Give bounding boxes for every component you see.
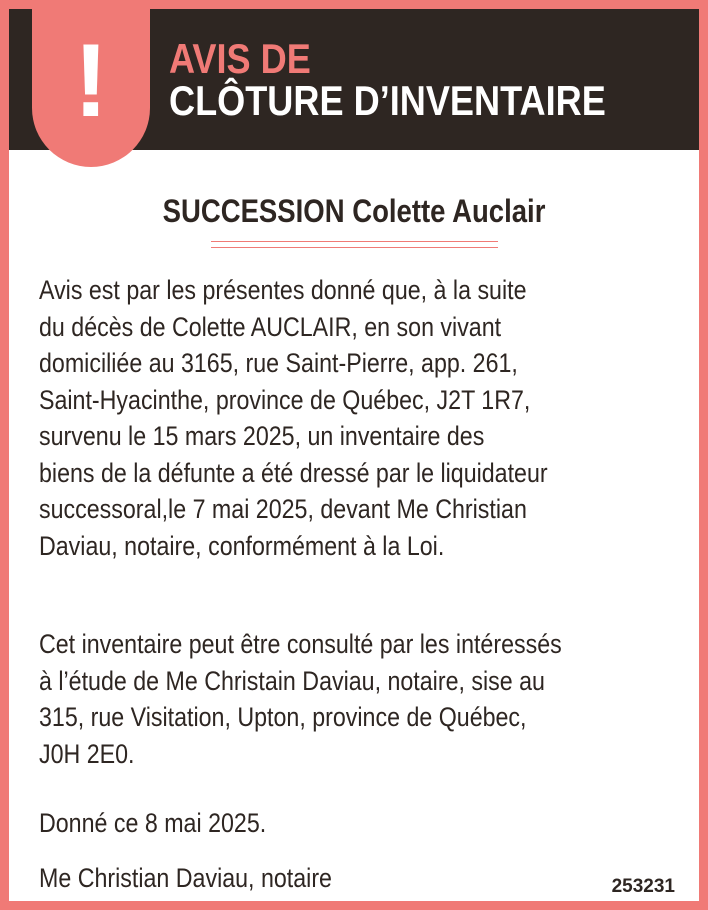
paragraph-line: 315, rue Visitation, Upton, province de Québec, [39, 702, 527, 732]
paragraph-line: à l’étude de Me Christain Daviau, notaire, sise au [39, 665, 545, 696]
notice-paragraph [39, 272, 548, 564]
notice-title-line1: AVIS DE [169, 35, 311, 82]
paragraph-line: Donné ce 8 mai 2025. [39, 808, 267, 838]
paragraph-line: biens de la défunte a été dressé par le liquidateur [39, 457, 548, 488]
paragraph-line: Avis est par les présentes donné que, à la suite [39, 275, 527, 305]
exclamation-icon: ! [73, 23, 109, 139]
paragraph-line: Saint-Hyacinthe, province de Québec, J2T 1R7, [39, 384, 531, 415]
paragraph-line: survenu le 15 mars 2025, un inventaire des [39, 421, 485, 451]
paragraph-line: domiciliée au 3165, rue Saint-Pierre, app. 261, [39, 348, 518, 378]
consultation-paragraph [39, 626, 562, 772]
title-divider-bottom [211, 247, 498, 248]
notice-title-line2: CLÔTURE D’INVENTAIRE [169, 77, 606, 124]
title-divider-top [211, 241, 498, 242]
paragraph-line: Daviau, notaire, conformément à la Loi. [39, 530, 445, 561]
paragraph-line: J0H 2E0. [39, 738, 135, 769]
paragraph-line: du décès de Colette AUCLAIR, en son vivant [39, 311, 502, 342]
date-line [39, 805, 266, 842]
paragraph-line: successoral,le 7 mai 2025, devant Me Christian [39, 494, 527, 524]
paragraph-line: Me Christian Daviau, notaire [39, 863, 332, 893]
succession-title: SUCCESSION Colette Auclair [162, 193, 546, 229]
paragraph-line: Cet inventaire peut être consulté par les intéressés [39, 629, 562, 659]
signature-line [39, 860, 332, 897]
alert-badge [32, 9, 150, 167]
reference-number: 253231 [611, 876, 675, 897]
